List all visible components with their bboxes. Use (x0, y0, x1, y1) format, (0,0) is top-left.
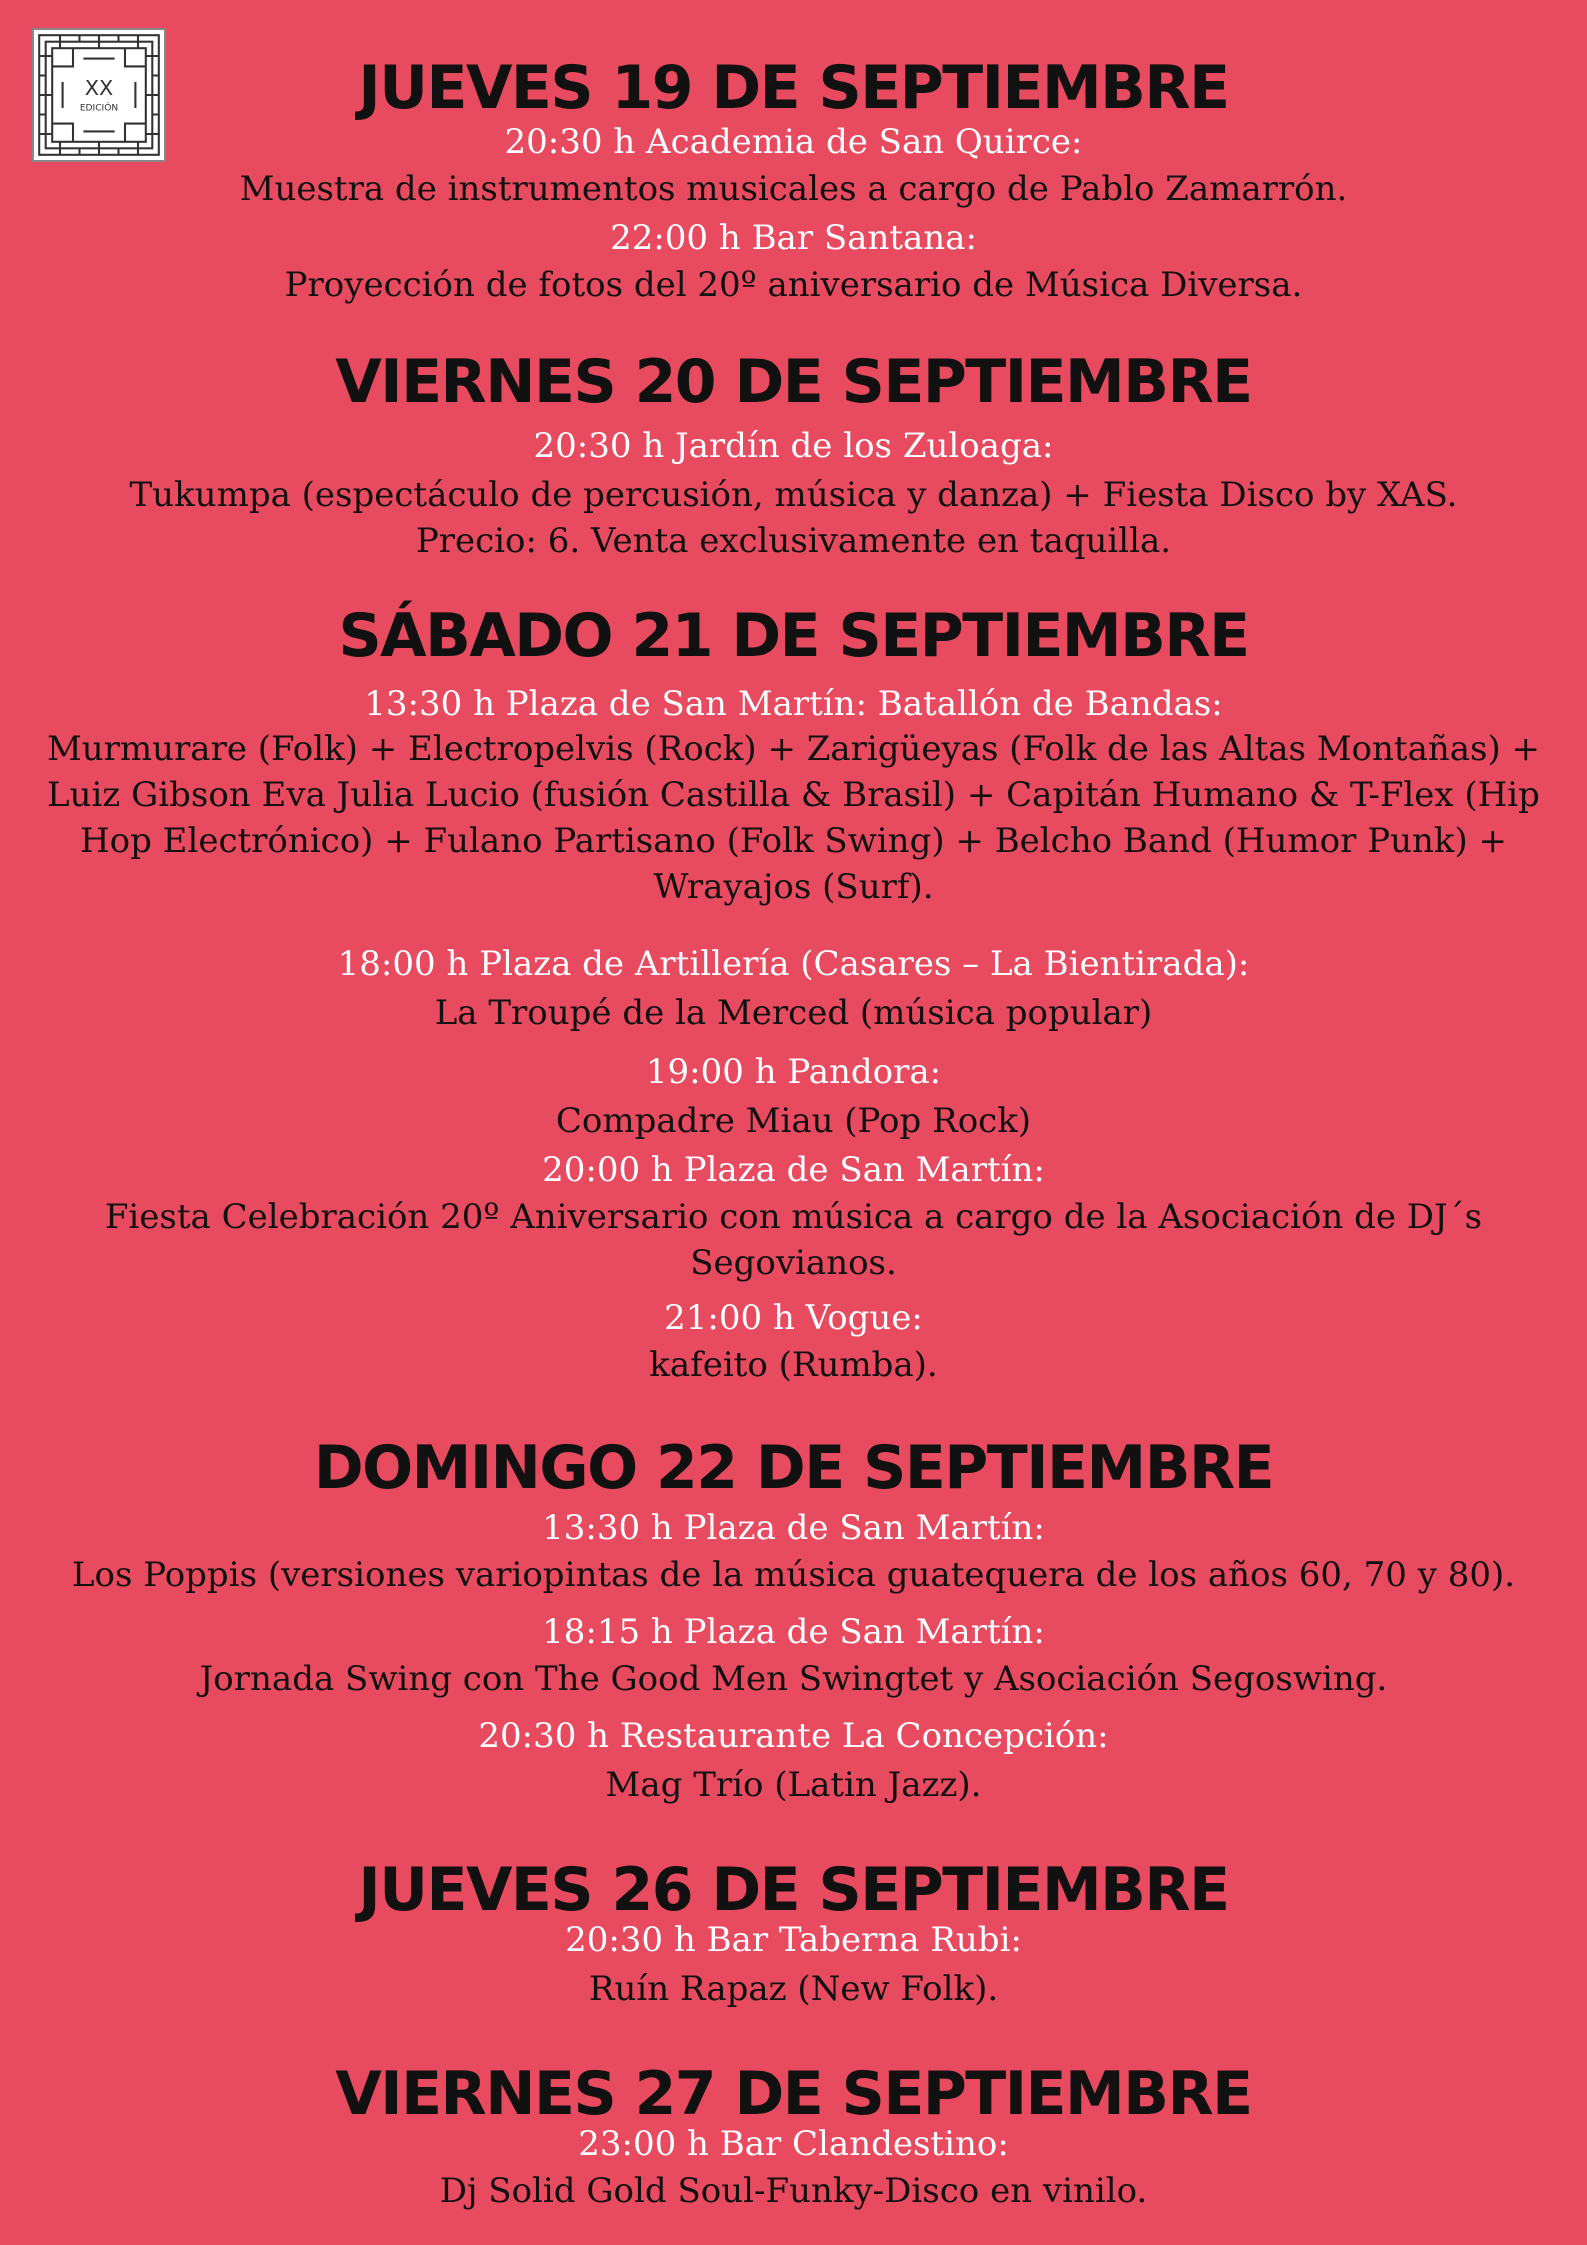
day-title-jueves-19: JUEVES 19 DE SEPTIEMBRE (358, 53, 1229, 123)
logo-edicion-text: EDICIÓN (79, 103, 119, 114)
event-description: Mag Trío (Latin Jazz). (605, 1765, 982, 1805)
event-time: 20:30 h Bar Taberna Rubi: (565, 1920, 1022, 1960)
event-time: 21:00 h Vogue: (664, 1298, 923, 1338)
event-time: 18:00 h Plaza de Artillería (Casares – La Bientirada): (337, 944, 1250, 984)
logo-xx-text: XX (84, 76, 114, 100)
event-description: Los Poppis (versiones variopintas de la música guatequera de los años 60, 70 y 80). (71, 1555, 1516, 1595)
event-description: Compadre Miau (Pop Rock) (555, 1101, 1032, 1141)
event-description: kafeito (Rumba). (649, 1345, 938, 1385)
day-title-viernes-27: VIERNES 27 DE SEPTIEMBRE (335, 2059, 1252, 2129)
event-description: Murmurare (Folk) + Electropelvis (Rock) + Zarigüeyas (Folk de las Altas Montañas) + Luiz Gibson Eva Julia Lucio (fusión Castilla & Brasil) + Capitán Humano & T-Flex (Hip Hop Electrónico) + Fulano Partisano (Folk Swing) + Belcho Band (Humor Punk) + Wrayajos (Surf). (46, 729, 1541, 907)
event-description: Tukumpa (espectáculo de percusión, música y danza) + Fiesta Disco by XAS. (129, 475, 1458, 515)
event-time: 19:00 h Pandora: (645, 1052, 942, 1092)
event-description: Dj Solid Gold Soul-Funky-Disco en vinilo. (439, 2171, 1148, 2211)
event-time: 23:00 h Bar Clandestino: (578, 2124, 1009, 2164)
event-description: Proyección de fotos del 20º aniversario de Música Diversa. (284, 265, 1303, 305)
event-price: Precio: 6. Venta exclusivamente en taquilla. (415, 521, 1172, 561)
day-title-jueves-26: JUEVES 26 DE SEPTIEMBRE (358, 1855, 1229, 1925)
day-title-viernes-20: VIERNES 20 DE SEPTIEMBRE (335, 347, 1252, 417)
event-description: Jornada Swing con The Good Men Swingtet y Asociación Segoswing. (199, 1659, 1388, 1699)
event-description: Ruín Rapaz (New Folk). (588, 1969, 999, 2009)
event-time: 13:30 h Plaza de San Martín: (542, 1508, 1045, 1548)
event-time: 13:30 h Plaza de San Martín: Batallón de Bandas: (364, 684, 1223, 724)
event-description: Fiesta Celebración 20º Aniversario con música a cargo de la Asociación de DJ´s Segovianos. (104, 1197, 1483, 1283)
event-time: 20:00 h Plaza de San Martín: (542, 1150, 1045, 1190)
event-time: 18:15 h Plaza de San Martín: (542, 1612, 1045, 1652)
event-time: 20:30 h Jardín de los Zuloaga: (533, 426, 1054, 466)
day-title-sabado-21: SÁBADO 21 DE SEPTIEMBRE (338, 601, 1249, 671)
day-title-domingo-22: DOMINGO 22 DE SEPTIEMBRE (313, 1433, 1274, 1503)
event-description: La Troupé de la Merced (música popular) (434, 993, 1153, 1033)
event-time: 20:30 h Academia de San Quirce: (504, 122, 1083, 162)
event-time: 22:00 h Bar Santana: (610, 218, 977, 258)
event-time: 20:30 h Restaurante La Concepción: (478, 1716, 1109, 1756)
event-description: Muestra de instrumentos musicales a cargo de Pablo Zamarrón. (239, 169, 1348, 209)
